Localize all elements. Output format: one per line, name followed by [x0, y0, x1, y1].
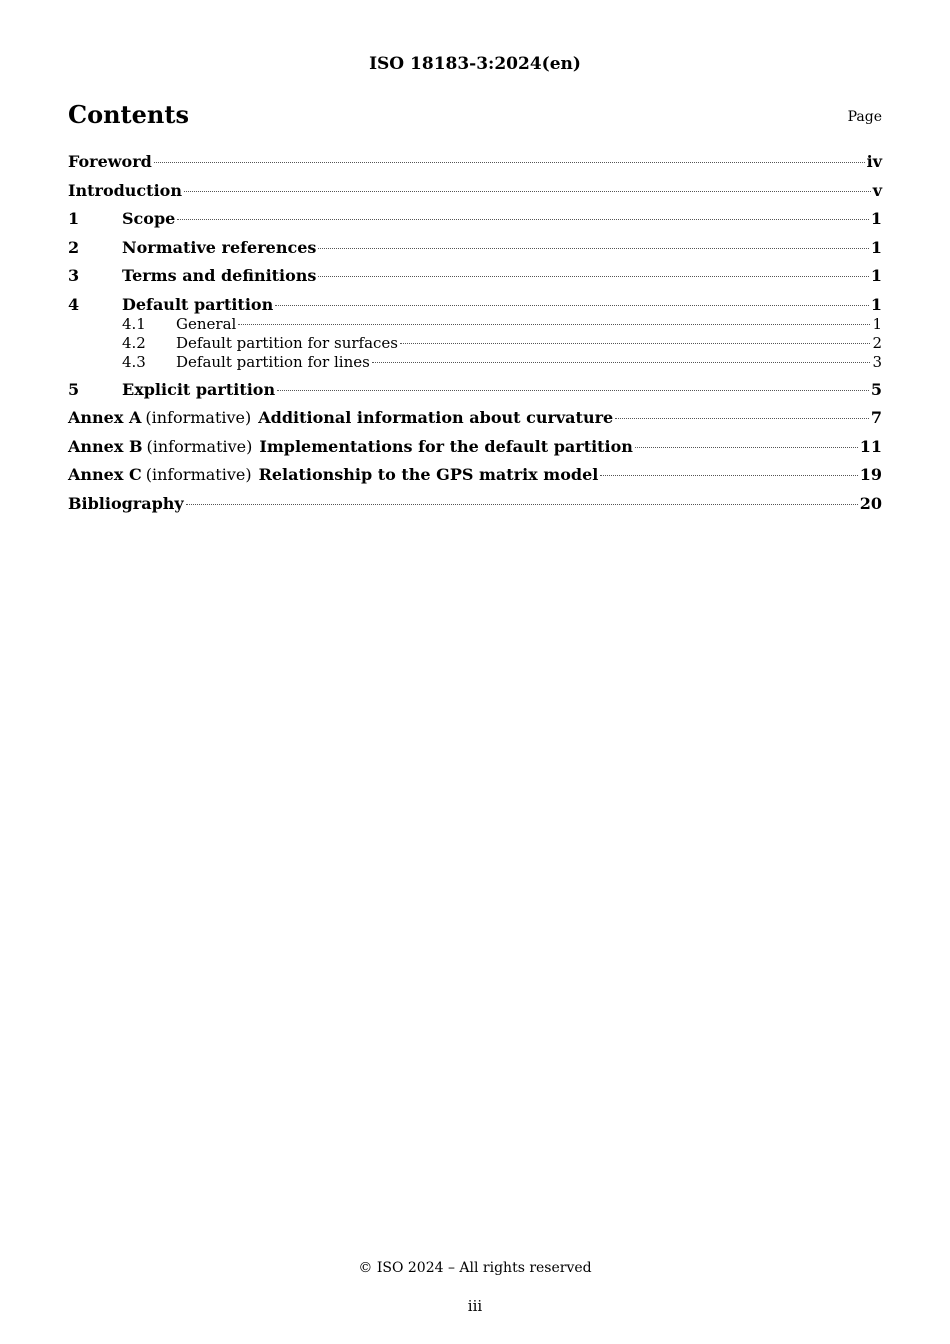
- contents-title: Contents: [68, 100, 189, 129]
- toc-leader-dots: [177, 219, 869, 220]
- annex-informative-label: (informative): [146, 436, 253, 456]
- annex-informative-label: (informative): [145, 408, 252, 427]
- toc-entry-title: Relationship to the GPS matrix model: [258, 465, 599, 484]
- annex-label: Annex C: [68, 465, 142, 484]
- toc-leader-dots: [615, 418, 869, 419]
- page-column-label: Page: [847, 109, 882, 125]
- toc-leader-dots: [154, 162, 865, 163]
- copyright-notice: © ISO 2024 – All rights reserved: [358, 1260, 592, 1276]
- toc-entry-title: Additional information about curvature: [258, 408, 614, 427]
- toc-entry-title: Default partition for lines: [176, 352, 370, 371]
- toc-entry-number: 4.3: [122, 352, 146, 371]
- toc-leader-dots: [318, 248, 868, 249]
- toc-entry-terms-and-definitions[interactable]: [68, 266, 882, 286]
- toc-entry-number: 4.1: [122, 314, 146, 333]
- toc-entry-title: Default partition: [122, 294, 274, 314]
- toc-entry-page: 1: [870, 266, 882, 285]
- toc-entry-page: 19: [859, 465, 882, 484]
- toc-entry-default-partition-surfaces[interactable]: [68, 334, 882, 353]
- contents-heading-row: [68, 100, 882, 134]
- toc-entry-title: General: [176, 314, 237, 333]
- toc-entry-annex-b[interactable]: [68, 437, 882, 457]
- toc-leader-dots: [186, 504, 858, 505]
- toc-entry-general[interactable]: [68, 315, 882, 334]
- annex-label: Annex B: [68, 436, 143, 456]
- toc-entry-number: 1: [68, 209, 80, 228]
- toc-entry-title: Introduction: [68, 180, 182, 200]
- toc-leader-dots: [635, 447, 858, 448]
- toc-entry-page: 20: [859, 493, 882, 513]
- toc-entry-page: 1: [870, 294, 882, 314]
- toc-entry-title: Normative references: [122, 237, 317, 257]
- toc-entry-introduction[interactable]: [68, 181, 882, 201]
- toc-entry-page: iv: [866, 152, 882, 171]
- annex-label: Annex A: [68, 408, 142, 427]
- toc-entry-default-partition-lines[interactable]: [68, 353, 882, 372]
- toc-entry-page: 1: [872, 314, 882, 333]
- toc-leader-dots: [184, 191, 871, 192]
- toc-entry-page: 1: [870, 209, 882, 228]
- toc-leader-dots: [372, 362, 871, 363]
- toc-entry-title: Default partition for surfaces: [176, 333, 398, 352]
- toc-entry-scope[interactable]: [68, 209, 882, 229]
- page-number: iii: [467, 1297, 483, 1315]
- annex-informative-label: (informative): [145, 465, 252, 484]
- toc-entry-default-partition[interactable]: [68, 295, 882, 315]
- toc-entry-bibliography[interactable]: [68, 494, 882, 514]
- toc-leader-dots: [400, 343, 870, 344]
- toc-entry-explicit-partition[interactable]: [68, 380, 882, 400]
- toc-entry-title: Scope: [122, 209, 176, 228]
- toc-entry-page: 2: [872, 333, 882, 352]
- toc-entry-foreword[interactable]: [68, 152, 882, 172]
- table-of-contents: [68, 152, 882, 514]
- toc-leader-dots: [238, 324, 870, 325]
- toc-leader-dots: [600, 475, 857, 476]
- toc-leader-dots: [275, 305, 869, 306]
- toc-entry-number: 3: [68, 266, 80, 285]
- toc-entry-page: 3: [872, 352, 882, 371]
- toc-leader-dots: [318, 276, 868, 277]
- toc-entry-number: 5: [68, 379, 80, 399]
- toc-entry-page: 11: [859, 436, 882, 456]
- toc-entry-title: Terms and definitions: [122, 266, 317, 285]
- toc-entry-page: 1: [870, 237, 882, 257]
- toc-entry-annex-c[interactable]: [68, 465, 882, 485]
- toc-entry-title: Implementations for the default partition: [259, 436, 633, 456]
- toc-entry-annex-a[interactable]: [68, 408, 882, 428]
- toc-entry-title: Foreword: [68, 152, 152, 171]
- toc-entry-number: 4.2: [122, 333, 146, 352]
- toc-leader-dots: [277, 390, 869, 391]
- toc-entry-number: 4: [68, 294, 80, 314]
- toc-entry-page: 5: [870, 379, 882, 399]
- document-id-header: ISO 18183-3:2024(en): [369, 54, 581, 74]
- toc-entry-normative-references[interactable]: [68, 238, 882, 258]
- toc-entry-title: Bibliography: [68, 493, 184, 513]
- toc-entry-page: v: [872, 180, 882, 200]
- toc-entry-number: 2: [68, 237, 80, 257]
- toc-entry-page: 7: [870, 408, 882, 427]
- toc-entry-title: Explicit partition: [122, 379, 276, 399]
